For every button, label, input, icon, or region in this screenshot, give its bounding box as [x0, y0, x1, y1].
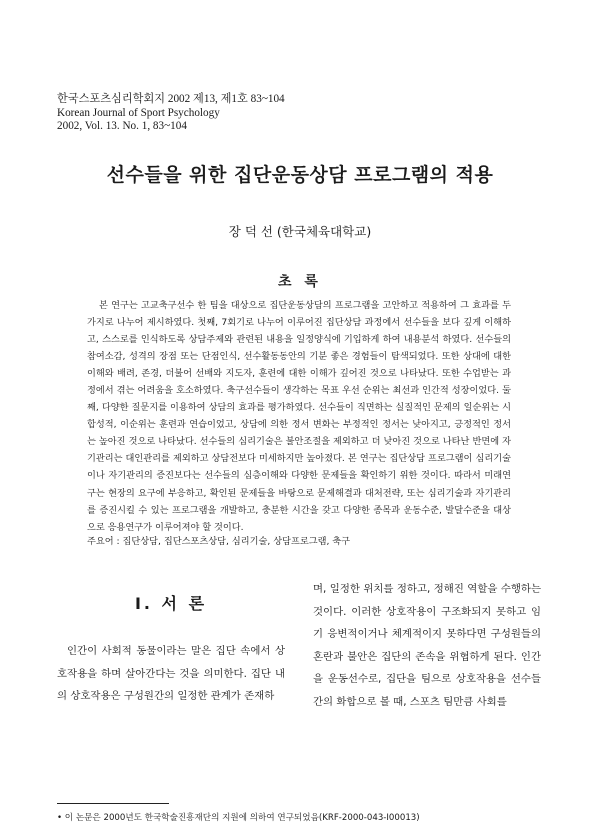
body-column-right: 며, 일정한 위치를 정하고, 정해진 역할을 수행하는 것이다. 이러한 상호작용이 구조화되지 못하고 임기 응변적이거나 체계적이지 못하다면 구성원들의 혼란과 불안은 집단의 존속을 위협하게 된다. 인간을 운동선수로, 집단을 팀으로 상호작용을 선수들간의 화합으로 볼 때, 스포츠 팀만큼 사회를 — [313, 583, 541, 708]
abstract-heading: 초 록 — [278, 274, 322, 290]
footnote: • 이 논문은 2000년도 한국학술진흥재단의 지원에 의하여 연구되었음(KRF-2000-043-I00013) — [57, 813, 420, 823]
journal-header — [57, 93, 285, 134]
section-heading: I. 서 론 — [134, 594, 208, 613]
paper-title: 선수들을 위한 집단운동상담 프로그램의 적용 — [106, 164, 494, 186]
keywords: 주요어 : 집단상담, 집단스포츠상담, 심리기술, 상담프로그램, 축구 — [87, 536, 351, 547]
journal-header-line: Korean Journal of Sport Psychology — [57, 106, 220, 119]
footnote-divider — [57, 803, 169, 804]
journal-header-line: 한국스포츠심리학회지 2002 제13, 제1호 83~104 — [57, 93, 285, 105]
paper-author: 장 덕 선 (한국체육대학교) — [228, 224, 372, 239]
body-column-left: 인간이 사회적 동물이라는 말은 집단 속에서 상호작용을 하며 살아간다는 것을 의미한다. 집단 내의 상호작용은 구성원간의 일정한 관계가 존재하 — [57, 645, 285, 702]
journal-header-line: 2002, Vol. 13. No. 1, 83~104 — [57, 120, 187, 133]
abstract-body: 본 연구는 고교축구선수 한 팀을 대상으로 집단운동상담의 프로그램을 고안하고 적용하여 그 효과를 두 가지로 나누어 제시하였다. 첫째, 7회기로 나누어 이루어진 집단상담 과정에서 선수들을 보다 깊게 이해하고, 스스로를 인식하도록 상담주제와 관련된 내용을 일정양식에 기입하게 하여 내용분석 하였다. 선수들의 참여소감, 성격의 장점 또는 단점인식, 선수활동동안의 기분 좋은 경험들이 탐색되었다. 또한 상대에 대한 이해와 배려, 존경, 더불어 선배와 지도자, 훈련에 대한 이해가 깊어진 것으로 나타났다. 또한 수업받는 과정에서 겪는 어려움을 호소하였다. 축구선수들이 생각하는 목표 우선 순위는 최선과 인간적 성장이었다. 둘째, 다양한 질문지를 이용하여 상담의 효과를 평가하였다. 선수들이 직면하는 실질적인 문제의 일순위는 시합성적, 이순위는 훈련과 연습이었고, 상담에 의한 정서 변화는 부정적인 정서는 낮아지고, 긍정적인 정서는 높아진 것으로 나타났다. 선수들의 심리기술은 불안조절을 제외하고 더 낮아진 것으로 나타난 반면에 자기관리는 대인관리를 제외하고 상담전보다 미세하지만 높아졌다. 본 연구는 집단상담 프로그램이 심리기술이나 자기관리의 증진보다는 선수들의 심층이해와 다양한 문제들을 확인하기 위한 것이다. 따라서 미래연구는 현장의 요구에 부응하고, 확인된 문제들을 바탕으로 문제해결과 대처전략, 또는 심리기술과 자기관리를 증진시킬 수 있는 프로그램을 개발하고, 충분한 시간을 갖고 다양한 종목과 운동수준, 발달수준을 대상으로 응용연구가 이루어져야 할 것이다. — [87, 300, 511, 533]
